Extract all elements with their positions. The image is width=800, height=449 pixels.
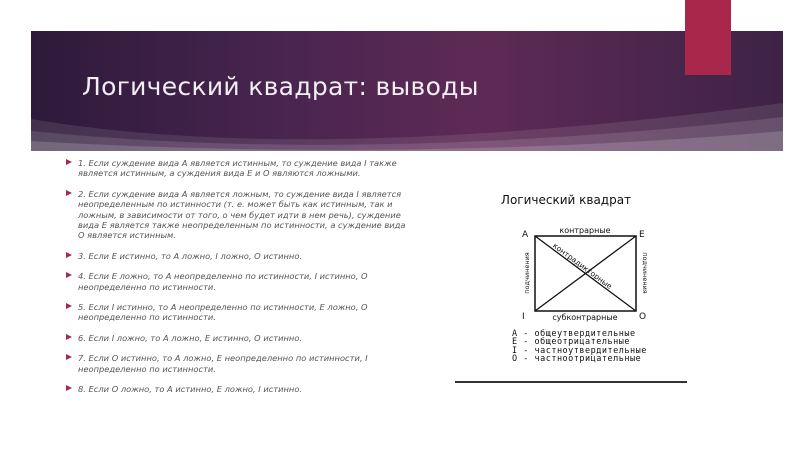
bullet-arrow-icon bbox=[66, 334, 72, 340]
list-item bbox=[66, 189, 414, 241]
list-item bbox=[66, 271, 414, 292]
figure-title: Логический квадрат bbox=[500, 193, 632, 207]
list-item bbox=[66, 353, 414, 374]
list-item bbox=[66, 384, 414, 394]
bottom-relation-label: субконтрарные bbox=[552, 313, 618, 322]
figure-bottom-rule bbox=[455, 381, 687, 383]
list-item bbox=[66, 333, 414, 343]
bullet-arrow-icon bbox=[66, 385, 72, 391]
bullet-arrow-icon bbox=[66, 303, 72, 309]
bullet-arrow-icon bbox=[66, 354, 72, 360]
slide-title: Логический квадрат: выводы bbox=[82, 72, 479, 101]
list-item-text: 7. Если О истинно, то А ложно, Е неопределенно по истинности, I неопределенно по истинности. bbox=[78, 353, 368, 374]
legend-item: Е - общеотрицательные bbox=[512, 337, 630, 348]
list-item-text: 5. Если I истинно, то А неопределенно по истинности, Е ложно, О неопределенно по истинности. bbox=[78, 302, 368, 323]
bullet-arrow-icon bbox=[66, 252, 72, 258]
diagonal-relation-label: контрадикторные bbox=[551, 241, 614, 291]
list-item bbox=[66, 251, 414, 261]
bullet-arrow-icon bbox=[66, 159, 72, 165]
list-item-text: 2. Если суждение вида А является ложным, то суждение вида I является неопределенным по истинности (т. е. может быть как истинным, так и ложным, в зависимости от того, о чем будет идти в нем речь), суждение вида Е является также неопределенным по истинности, а суждение вида О является истинным. bbox=[78, 188, 406, 241]
corner-label-a: A bbox=[522, 230, 529, 240]
right-relation-label: подчинения bbox=[641, 252, 649, 294]
corner-label-i: I bbox=[522, 312, 525, 322]
corner-label-e: E bbox=[639, 230, 645, 240]
list-item-text: 4. Если Е ложно, то А неопределенно по истинности, I истинно, О неопределенно по истинности. bbox=[78, 271, 368, 292]
corner-label-o: O bbox=[639, 312, 647, 322]
conclusions-list bbox=[66, 158, 414, 405]
list-item bbox=[66, 302, 414, 323]
list-item-text: 8. Если О ложно, то А истинно, Е ложно, I истинно. bbox=[78, 384, 303, 395]
accent-bar bbox=[685, 0, 731, 75]
top-relation-label: контрарные bbox=[559, 226, 611, 235]
bullet-arrow-icon bbox=[66, 190, 72, 196]
list-item-text: 1. Если суждение вида А является истинным, то суждение вида I также является истинным, а суждения вида Е и О являются ложными. bbox=[78, 158, 397, 179]
legend-item: I - частноутвердительные bbox=[512, 345, 647, 356]
list-item bbox=[66, 158, 414, 179]
list-item-text: 6. Если I ложно, то А ложно, Е истинно, О истинно. bbox=[78, 332, 303, 343]
left-relation-label: подчинения bbox=[523, 252, 531, 294]
legend-item: А - общеутвердительные bbox=[512, 329, 636, 339]
figure-legend bbox=[512, 330, 647, 363]
list-item-text: 3. Если Е истинно, то А ложно, I ложно, О истинно. bbox=[78, 250, 303, 261]
legend-item: О - частноотрицательные bbox=[512, 353, 642, 364]
bullet-arrow-icon bbox=[66, 272, 72, 278]
